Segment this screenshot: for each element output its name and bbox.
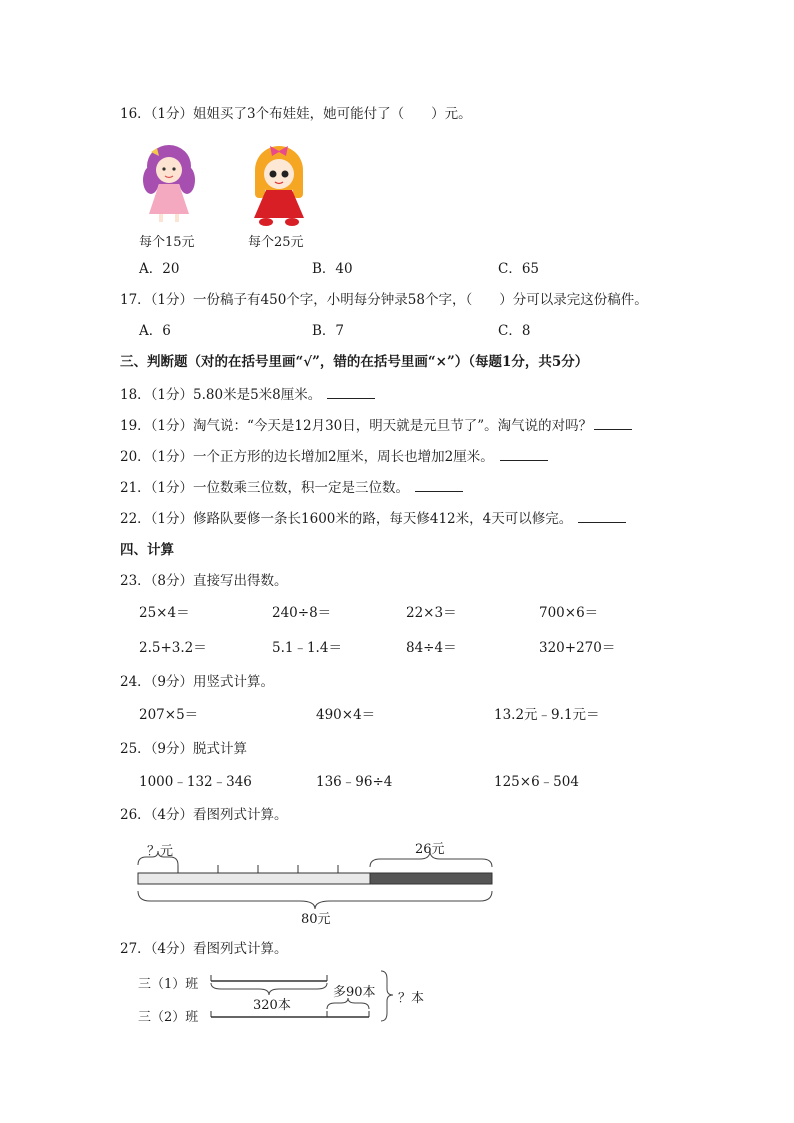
- q17-option-a[interactable]: A．6: [139, 323, 171, 339]
- q27-more-label: 多90本: [333, 985, 376, 1000]
- q27-class2-label: 三（2）班: [138, 1010, 199, 1025]
- q22-line: [120, 509, 626, 528]
- q23-item: 320+270＝: [539, 640, 616, 656]
- doll-red-image: [244, 138, 314, 228]
- q21-line: [120, 478, 463, 497]
- q21-text: 21．（1分）一位数乘三位数，积一定是三位数。: [120, 480, 410, 496]
- q18-line: [120, 385, 375, 404]
- q26-unknown-label: ？元: [147, 844, 174, 859]
- q19-line: [120, 416, 632, 435]
- q16-option-c[interactable]: C．65: [498, 261, 540, 277]
- q25-item: 125×6﹣504: [494, 774, 579, 790]
- q22-text: 22．（1分）修路队要修一条长1600米的路，每天修412米，4天可以修完。: [120, 511, 573, 527]
- q24-item: 207×5＝: [139, 707, 199, 723]
- q23-item: 240÷8＝: [272, 605, 332, 621]
- q27-text: 27．（4分）看图列式计算。: [120, 941, 288, 957]
- q25-item: 136﹣96÷4: [316, 774, 393, 790]
- q25-item: 1000﹣132﹣346: [139, 774, 252, 790]
- q25-text: 25．（9分）脱式计算: [120, 741, 248, 757]
- q16-text: 16．（1分）姐姐买了3个布娃娃，她可能付了（ ）元。: [120, 106, 472, 122]
- q18-answer-blank[interactable]: [327, 385, 375, 399]
- q17-text: 17．（1分）一份稿子有450个字，小明每分钟录58个字，（ ）分可以录完这份稿件。: [120, 292, 648, 308]
- q27-amount-label: 320本: [253, 998, 291, 1013]
- q26-text: 26．（4分）看图列式计算。: [120, 807, 288, 823]
- q16-option-b[interactable]: B．40: [312, 261, 353, 277]
- q17-option-c[interactable]: C．8: [498, 323, 531, 339]
- q19-text: 19．（1分）淘气说：“今天是12月30日，明天就是元旦节了”。淘气说的对吗？: [120, 418, 593, 434]
- q23-item: 84÷4＝: [406, 640, 457, 656]
- q20-line: [120, 447, 548, 466]
- q27-total-label: ？本: [398, 991, 425, 1006]
- q20-answer-blank[interactable]: [500, 447, 548, 461]
- q26-total-label: 80元: [301, 912, 331, 927]
- doll-purple-image: [135, 138, 205, 228]
- q21-answer-blank[interactable]: [415, 478, 463, 492]
- doll1-price: 每个15元: [139, 235, 195, 250]
- q18-text: 18．（1分）5.80米是5米8厘米。: [120, 387, 322, 403]
- q23-item: 25×4＝: [139, 605, 190, 621]
- q26-part-label: 26元: [415, 842, 445, 857]
- q27-class1-label: 三（1）班: [138, 977, 199, 992]
- q23-text: 23．（8分）直接写出得数。: [120, 573, 288, 589]
- q23-item: 2.5+3.2＝: [139, 640, 207, 656]
- q19-answer-blank[interactable]: [594, 416, 632, 430]
- q16-option-a[interactable]: A．20: [139, 261, 180, 277]
- q24-text: 24．（9分）用竖式计算。: [120, 674, 275, 690]
- q23-item: 700×6＝: [539, 605, 599, 621]
- section3-title: 三、判断题（对的在括号里画“√”，错的在括号里画“×”）（每题1分，共5分）: [120, 354, 589, 370]
- q23-item: 22×3＝: [406, 605, 457, 621]
- doll2-price: 每个25元: [248, 235, 304, 250]
- section4-title: 四、计算: [120, 542, 174, 558]
- q17-option-b[interactable]: B．7: [312, 323, 345, 339]
- q24-item: 13.2元﹣9.1元＝: [494, 707, 600, 723]
- q20-text: 20．（1分）一个正方形的边长增加2厘米，周长也增加2厘米。: [120, 449, 494, 465]
- q23-item: 5.1﹣1.4＝: [272, 640, 342, 656]
- q24-item: 490×4＝: [316, 707, 376, 723]
- q22-answer-blank[interactable]: [578, 509, 626, 523]
